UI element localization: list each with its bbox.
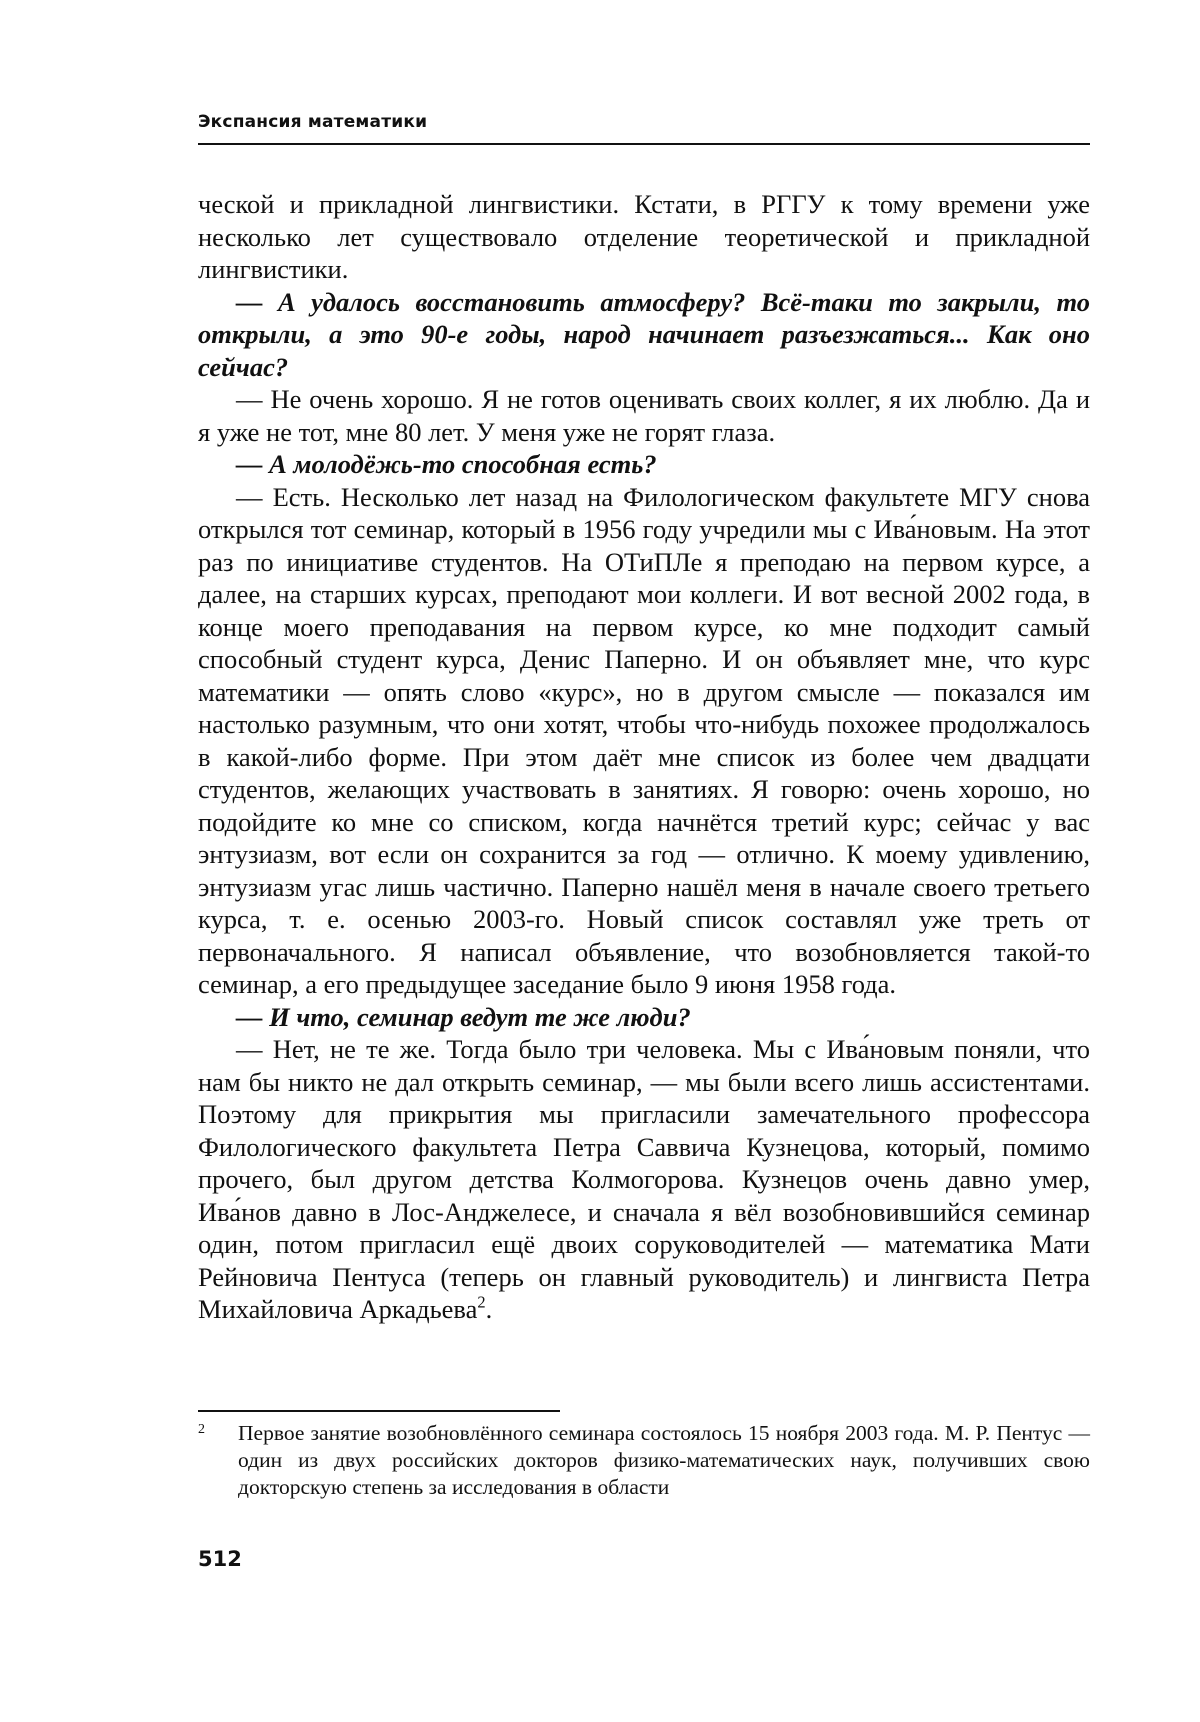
page-number: 512 — [198, 1547, 242, 1571]
paragraph-continuation: ческой и прикладной лингвистики. Кстати, в РГГУ к тому времени уже несколько лет существовало отделение теоретической и прикладной лингвистики. — [198, 188, 1090, 286]
interviewee-answer: — Есть. Несколько лет назад на Филологическом факультете МГУ снова открылся тот семинар, который в 1956 году учредили мы с Ива́новым. На этот раз по инициативе студентов. На ОТиПЛе я преподаю на первом курсе, а далее, на старших курсах, преподают мои коллеги. И вот весной 2002 года, в конце моего преподавания на первом курсе, ко мне подходит самый способный студент курса, Денис Паперно. И он объявляет мне, что курс математики — опять слово «курс», но в другом смысле — показался им настолько разумным, что они хотят, чтобы что-нибудь похожее продолжалось в какой-либо форме. При этом даёт мне список из более чем двадцати студентов, желающих участвовать в занятиях. Я говорю: очень хорошо, но подойдите ко мне со списком, когда начнётся третий курс; сейчас у вас энтузиазм, вот если он сохранится за год — отлично. К моему удивлению, энтузиазм угас лишь частично. Паперно нашёл меня в начале своего третьего курса, т. е. осенью 2003-го. Новый список составлял уже треть от первоначального. Я написал объявление, что возобновляется такой-то семинар, а его предыдущее заседание было 9 июня 1958 года. — [198, 481, 1090, 1001]
book-page — [0, 0, 1200, 1722]
header-rule — [198, 143, 1090, 145]
answer-text: — Нет, не те же. Тогда было три человека. Мы с Ива́новым поняли, что нам бы никто не дал открыть семинар, — мы были всего лишь ассистентами. Поэтому для прикрытия мы пригласили замечательного профессора Филологического факультета Петра Саввича Кузнецова, который, помимо прочего, был другом детства Колмогорова. Кузнецов очень давно умер, Ива́нов давно в Лос-Анджелесе, и сначала я вёл возобновившийся семинар один, потом пригласил ещё двоих соруководителей — математика Мати Рейновича Пентуса (теперь он главный руководитель) и лингвиста Петра Михайловича Аркадьева — [198, 1034, 1090, 1324]
footnote-text: Первое занятие возобновлённого семинара состоялось 15 ноября 2003 года. М. Р. Пентус — один из двух российских докторов физико-математических наук, получивших свою докторскую степень за исследования в области — [238, 1420, 1090, 1501]
interviewer-question: — А удалось восстановить атмосферу? Всё-таки то закрыли, то открыли, а это 90-е годы, народ начинает разъезжаться... Как оно сейчас? — [198, 286, 1090, 384]
main-text — [198, 188, 1090, 1326]
interviewer-question: — А молодёжь-то способная есть? — [198, 448, 1090, 481]
footnote-reference[interactable]: 2 — [477, 1292, 485, 1311]
interviewee-answer-last — [198, 1033, 1090, 1326]
interviewer-question: — И что, семинар ведут те же люди? — [198, 1001, 1090, 1034]
footnote-mark: 2 — [198, 1416, 205, 1443]
sentence-end: . — [486, 1294, 493, 1324]
running-head: Экспансия математики — [198, 112, 427, 132]
footnote — [198, 1420, 1090, 1501]
interviewee-answer: — Не очень хорошо. Я не готов оценивать своих коллег, я их люблю. Да и я уже не тот, мне 80 лет. У меня уже не горят глаза. — [198, 383, 1090, 448]
footnote-rule — [198, 1410, 560, 1412]
